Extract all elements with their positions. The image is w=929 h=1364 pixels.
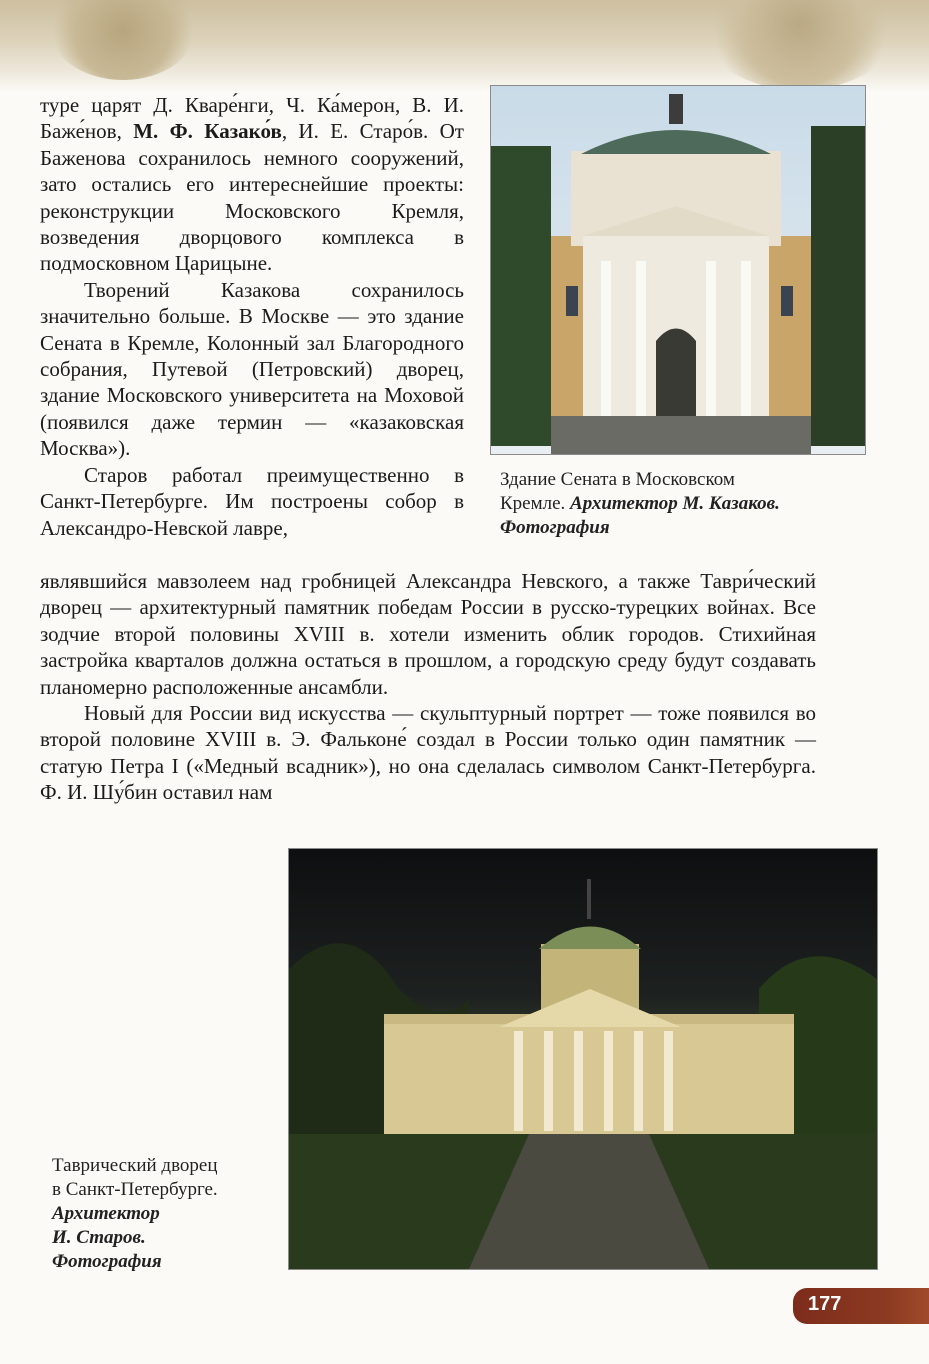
palace-caption-architect-name: И. Старов. [52,1227,146,1248]
banner-medallion-right [700,0,900,90]
senate-photo-caption [500,468,780,540]
senate-caption-line2-wrap [500,492,780,516]
paragraph-kazakov: Творений Казакова сохранилось значительно больше. В Москве — это здание Сената в Кремле, Колонный зал Благородного собрания, Путевой (Петровский) дворец, здание Московского университета на Моховой (появился даже термин — «казаковская Москва»). [40,277,464,461]
palace-caption-line2: в Санкт-Петербурге. [52,1179,218,1200]
senate-caption-photo: Фотография [500,517,610,538]
senate-building-photo [490,85,866,455]
paragraph-starov-start: Старов работал преимущественно в Санкт-Петербурге. Им построены собор в Александро-Невской лавре, [40,462,464,540]
palace-caption-architect: Архитектор [52,1203,160,1224]
kazakov-name-bold: М. Ф. Казако́в [133,119,282,144]
top-decorative-banner [0,0,929,92]
paragraph-architects-part1: туре царят Д. Кваре́нги, Ч. Ка́мерон, В. И. Баже́нов, [40,93,464,144]
paragraph-sculpture: Новый для России вид искусства — скульптурный портрет — тоже появился во второй половине XVIII в. Э. Фальконе́ создал в России только один памятник — статую Петра I («Медный всадник»), но она сделалась символом Санкт-Петербурга. Ф. И. Шу́бин оставил нам [40,701,816,805]
senate-caption-line2: Кремле. [500,493,571,514]
palace-caption-line1: Таврический дворец [52,1155,218,1176]
text-column-top [40,92,464,541]
paragraph-starov-continued: являвшийся мавзолеем над гробницей Александра Невского, а также Таври́ческий дворец — архитектурный памятник победам России в русско-турецких войнах. Все зодчие второй половины XVIII в. хотели изменить облик городов. Стихийная застройка кварталов должна остаться в прошлом, а городскую среду будут создавать планомерно расположенные ансамбли. [40,569,816,699]
tauride-palace-illustration [289,849,877,1269]
tauride-palace-photo [288,848,878,1270]
page-number: 177 [808,1293,842,1315]
senate-caption-line1: Здание Сената в Московском [500,469,735,490]
senate-building-illustration [491,86,865,454]
palace-caption-photo: Фотография [52,1251,162,1272]
senate-caption-architect: Архитектор М. Казаков. [570,493,780,514]
text-column-wide [40,568,816,806]
paragraph-architects-part2: , И. Е. Старо́в. От Баженова сохранилось немного сооружений, зато остались его интереснейшие проекты: реконструкции Московского Кремля, возведения дворцового комплекса в подмосковном Царицыне. [40,119,464,276]
palace-photo-caption [52,1154,218,1274]
banner-medallion-left [48,0,198,80]
paragraph-architects [40,92,464,277]
